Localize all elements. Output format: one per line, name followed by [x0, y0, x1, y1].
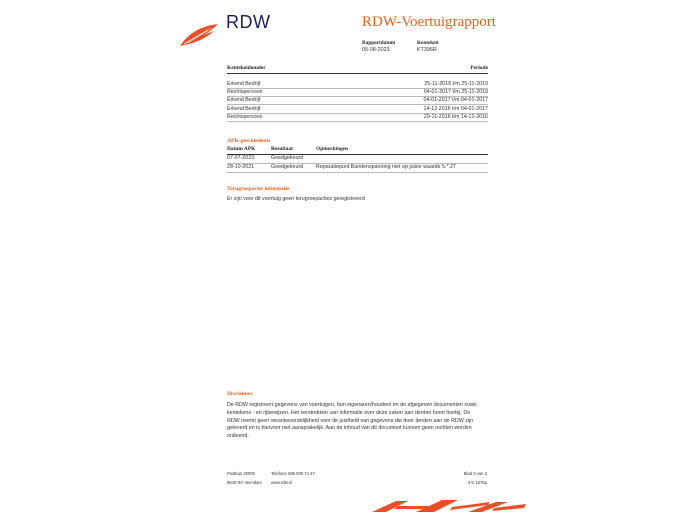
- apk-date-header: Datum APK: [227, 146, 256, 152]
- footer-city: 9640 RA Veendam: [227, 480, 262, 485]
- apk-row-result: Goedgekeurd: [271, 164, 304, 170]
- footer-page-number: Blad 3 van 3: [463, 471, 487, 476]
- apk-row-date: 07-07-2023: [227, 155, 255, 161]
- owner-row-holder: Erkend Bedrijf: [227, 81, 261, 87]
- footer-document-code: 3 E 1675a: [467, 480, 487, 485]
- disclaimer-line: geleverd en is hiervoor niet aansprakelijk. Aan de inhoud van dit document kunnen geen rechten worden: [227, 425, 472, 432]
- apk-row-remarks: Reparatiepunt Bandenspanning niet op juiste waarde 5.*.27: [316, 164, 456, 170]
- owner-row-holder: Erkend Bedrijf: [227, 106, 261, 112]
- disclaimer-line: ontleend.: [227, 433, 249, 440]
- plate-label: Kenteken: [417, 40, 439, 46]
- owner-column-header: Kentekenhouder: [227, 65, 266, 71]
- apk-remarks-header: Opmerkingen: [316, 146, 349, 152]
- report-date-label: Rapportdatum: [362, 40, 396, 46]
- apk-row-result: Goedgekeurd: [271, 155, 304, 161]
- owner-row-holder: Erkend Bedrijf: [227, 97, 261, 103]
- owner-row-period: 25-11-2019 t/m 25-11-2019: [424, 81, 488, 87]
- row-divider: [227, 172, 488, 173]
- period-column-header: Periode: [470, 65, 488, 71]
- footer-phone: Telefoon 088 008 74 47: [271, 471, 315, 476]
- disclaimer-line: De RDW registreert gegevens van voertuigen, hun eigenaren/houders en de afgegeven documenten zoals: [227, 402, 477, 408]
- apk-result-header: Resultaat: [271, 146, 293, 152]
- owner-row-period: 04-01-2017 t/m 04-01-2017: [423, 97, 488, 103]
- apk-row-date: 28-10-2021: [227, 164, 255, 170]
- footer-website: www.rdw.nl: [271, 480, 292, 485]
- apk-header-rule: [227, 154, 488, 155]
- brand-name: RDW: [226, 12, 271, 32]
- recall-section-title: Terugroepactie informatie: [227, 186, 290, 192]
- row-divider: [227, 121, 488, 122]
- owner-row-holder: Rechtspersoon: [227, 89, 263, 95]
- rdw-logo-icon: [178, 22, 220, 48]
- disclaimer-line: kentekens - en rijbewijzen. Het verstrekken van informatie over deze zaken aan derden hoort hierbij. De: [227, 409, 471, 416]
- owners-header-rule: [227, 73, 488, 74]
- owner-row-period: 14-12-2016 t/m 04-01-2017: [423, 106, 488, 112]
- owner-row-period: 04-01-2017 t/m 25-11-2019: [423, 89, 488, 95]
- disclaimer-text: [227, 402, 497, 441]
- disclaimer-title: Disclaimer: [227, 391, 253, 397]
- footer-postbus: Postbus 30000: [227, 471, 255, 476]
- row-divider: [227, 104, 488, 105]
- apk-section-title: APK-geschiedenis: [227, 138, 271, 144]
- owner-row-period: 29-11-2016 t/m 14-12-2016: [423, 114, 488, 120]
- report-title: RDW-Voertuigrapport: [362, 14, 496, 30]
- report-date-value: 05-08-2023: [362, 47, 390, 53]
- owner-row-holder: Rechtspersoon: [227, 114, 263, 120]
- decorative-stripes-icon: [368, 498, 528, 514]
- disclaimer-line: RDW neemt geen verantwoordelijkheid voor de juistheid van gegevens die door derden aan de RDW zijn: [227, 417, 474, 424]
- recall-text: Er zijn voor dit voertuig geen terugroepacties geregistreerd: [227, 196, 365, 202]
- plate-value: KT396R: [417, 47, 437, 53]
